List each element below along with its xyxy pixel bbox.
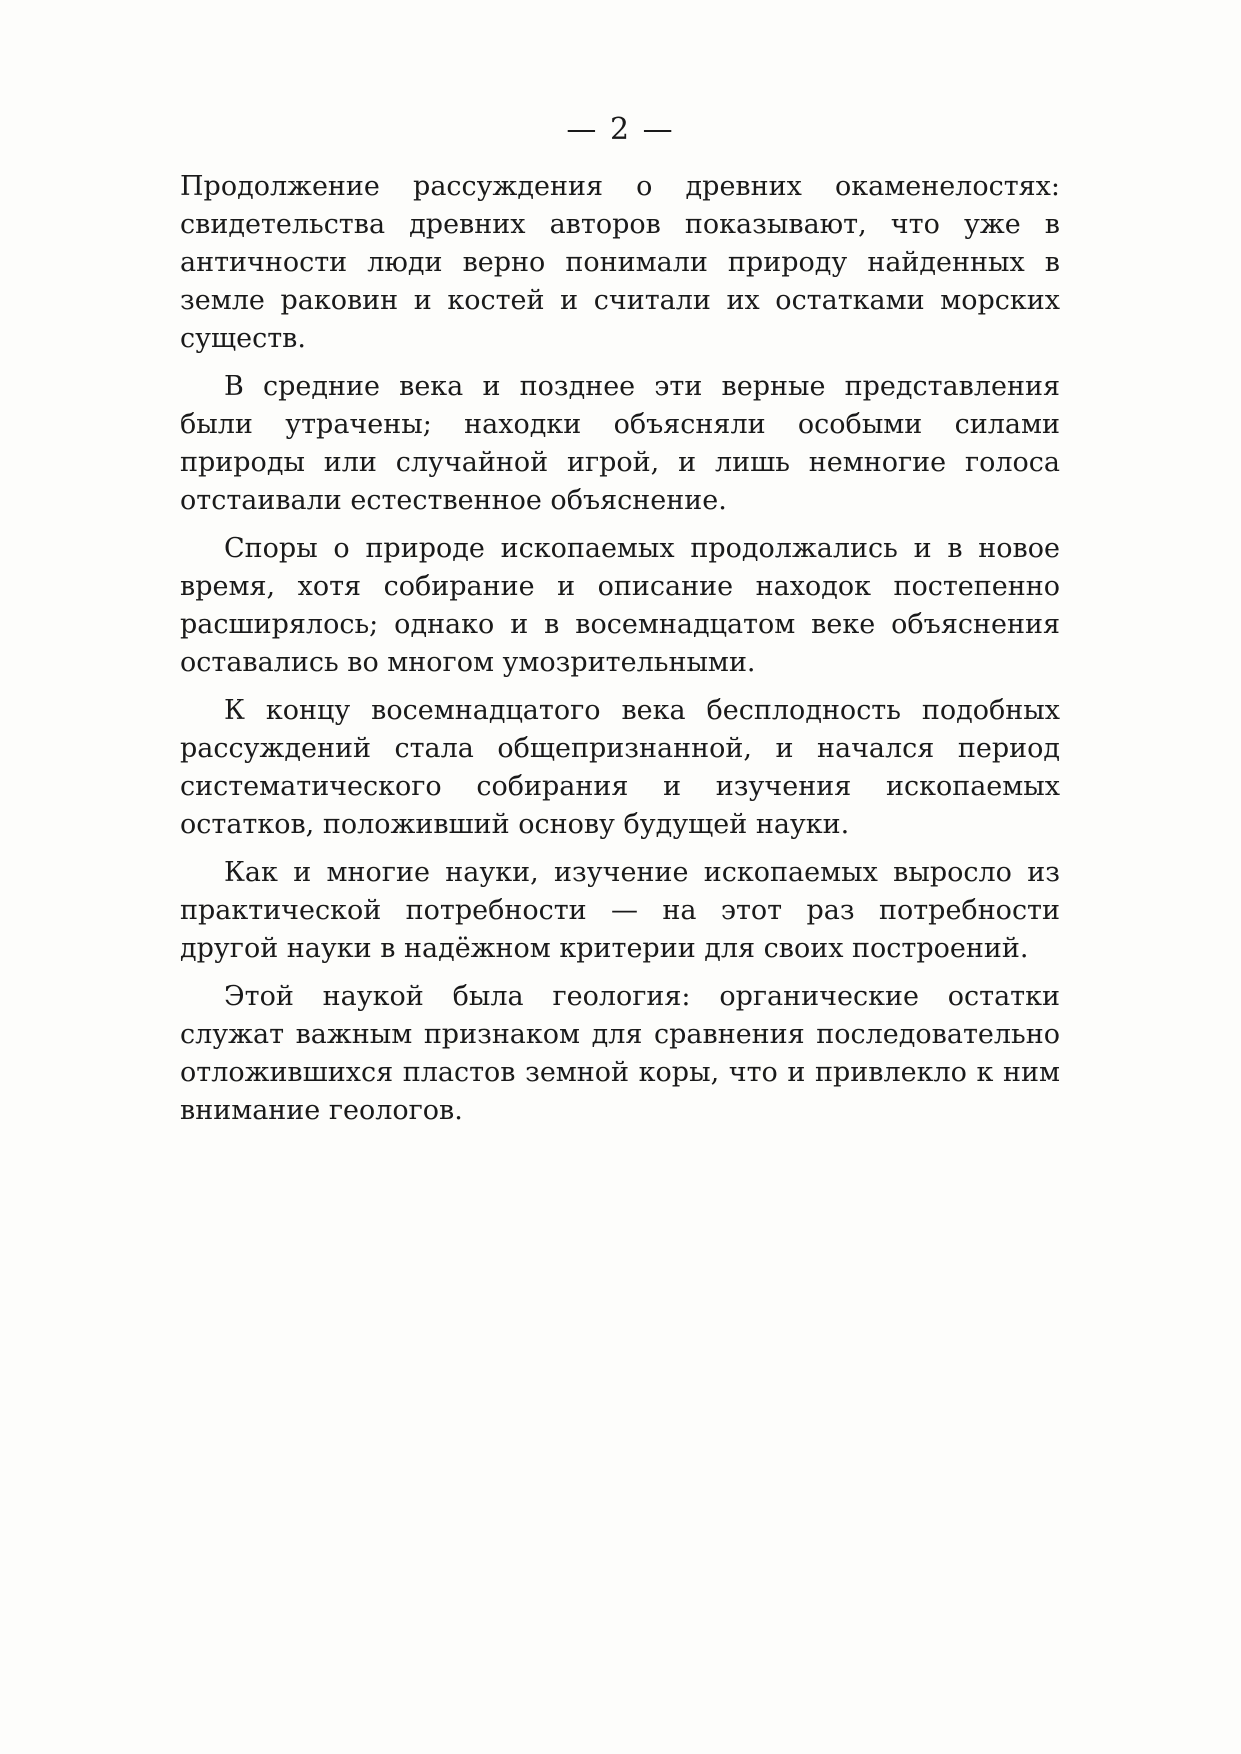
paragraph-3: Споры о природе ископаемых продолжались и в новое время, хотя собирание и описание находок постепенно расширялось; однако и в восемнадцатом веке объяснения оставались во многом умозрительными. [180,533,1060,678]
paragraph-5: Как и многие науки, изучение ископаемых выросло из практической потребности — на этот раз потребности другой науки в надёжном критерии для своих построений. [180,857,1060,964]
paragraph-4: К концу восемнадцатого века бесплодность подобных рассуждений стала общепризнанной, и начался период систематического собирания и изучения ископаемых остатков, положивший основу будущей науки. [180,695,1060,840]
page-number-header: — 2 — [566,112,675,147]
paragraph-1: Продолжение рассуждения о древних окаменелостях: свидетельства древних авторов показывают, что уже в античности люди верно понимали природу найденных в земле раковин и костей и считали их остатками морских существ. [180,171,1060,354]
paragraph-2: В средние века и позднее эти верные представления были утрачены; находки объясняли особыми силами природы или случайной игрой, и лишь немногие голоса отстаивали естественное объяснение. [180,371,1060,516]
paragraph-6: Этой наукой была геология: органические остатки служат важным признаком для сравнения последовательно отложившихся пластов земной коры, что и привлекло к ним внимание геологов. [180,981,1060,1126]
body-text [180,168,1060,1140]
